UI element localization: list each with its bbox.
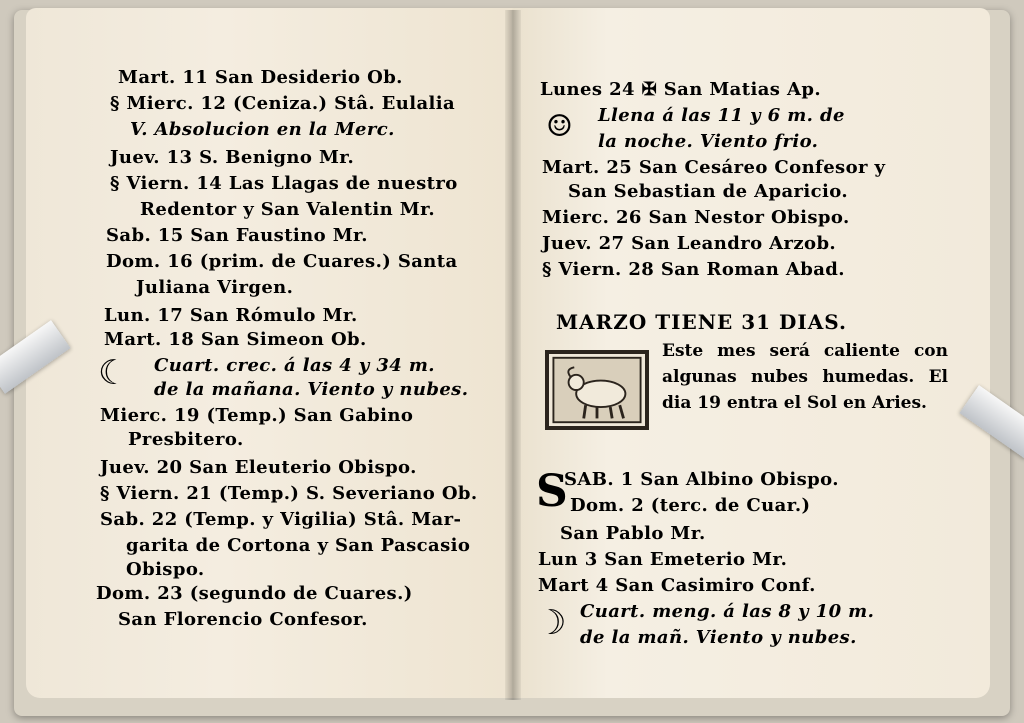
ram-woodcut-icon — [545, 350, 649, 430]
calendar-entry: garita de Cortona y San Pascasio — [126, 535, 471, 556]
drop-cap: S — [536, 466, 568, 517]
calendar-entry: Obispo. — [126, 559, 205, 580]
calendar-entry: § Viern. 14 Las Llagas de nuestro — [110, 173, 458, 194]
calendar-entry: Dom. 23 (segundo de Cuares.) — [96, 583, 413, 604]
calendar-entry: Mart 4 San Casimiro Conf. — [538, 575, 816, 596]
moon-phase-note: de la mañ. Viento y nubes. — [580, 627, 857, 648]
moon-phase-note: de la mañana. Viento y nubes. — [154, 379, 469, 400]
calendar-entry: Juev. 20 San Eleuterio Obispo. — [100, 457, 417, 478]
calendar-entry: Presbitero. — [128, 429, 244, 450]
calendar-entry: § Viern. 21 (Temp.) S. Severiano Ob. — [100, 483, 478, 504]
calendar-entry: Lunes 24 ✠ San Matias Ap. — [540, 79, 821, 100]
calendar-entry: Mierc. 19 (Temp.) San Gabino — [100, 405, 414, 426]
moon-face-icon: ☺ — [546, 109, 573, 144]
calendar-entry: Mierc. 26 San Nestor Obispo. — [542, 207, 850, 228]
crescent-moon-icon: ☽ — [536, 603, 567, 643]
calendar-entry: V. Absolucion en la Merc. — [130, 119, 395, 140]
calendar-entry: SAB. 1 San Albino Obispo. — [564, 469, 839, 490]
crescent-moon-icon: ☾ — [98, 353, 129, 393]
calendar-entry: Lun. 17 San Rómulo Mr. — [104, 305, 358, 326]
calendar-entry: Lun 3 San Emeterio Mr. — [538, 549, 788, 570]
calendar-entry: Mart. 11 San Desiderio Ob. — [118, 67, 403, 88]
moon-phase-note: la noche. Viento frio. — [598, 131, 819, 152]
calendar-entry: San Pablo Mr. — [560, 523, 706, 544]
calendar-entry: § Viern. 28 San Roman Abad. — [542, 259, 845, 280]
moon-phase-note: Cuart. meng. á las 8 y 10 m. — [580, 601, 875, 622]
calendar-entry: San Sebastian de Aparicio. — [568, 181, 849, 202]
calendar-entry: San Florencio Confesor. — [118, 609, 368, 630]
moon-phase-note: Llena á las 11 y 6 m. de — [598, 105, 845, 126]
calendar-entry: Sab. 15 San Faustino Mr. — [106, 225, 368, 246]
month-heading: MARZO TIENE 31 DIAS. — [556, 310, 847, 334]
calendar-entry: Mart. 18 San Simeon Ob. — [104, 329, 367, 350]
book-gutter — [505, 10, 521, 700]
calendar-entry: § Mierc. 12 (Ceniza.) Stâ. Eulalia — [110, 93, 456, 114]
calendar-entry: Dom. 16 (prim. de Cuares.) Santa — [106, 251, 458, 272]
calendar-entry: Juev. 27 San Leandro Arzob. — [542, 233, 837, 254]
calendar-entry: Dom. 2 (terc. de Cuar.) — [570, 495, 811, 516]
moon-phase-note: Cuart. crec. á las 4 y 34 m. — [154, 355, 435, 376]
calendar-entry: Redentor y San Valentin Mr. — [140, 199, 436, 220]
month-intro: Este mes será caliente con algunas nubes humedas. El dia 19 entra el Sol en Aries. — [662, 341, 948, 413]
calendar-entry: Juev. 13 S. Benigno Mr. — [110, 147, 355, 168]
calendar-entry: Sab. 22 (Temp. y Vigilia) Stâ. Mar- — [100, 509, 462, 530]
calendar-entry: Mart. 25 San Cesáreo Confesor y — [542, 157, 886, 178]
calendar-entry: Juliana Virgen. — [136, 277, 294, 298]
